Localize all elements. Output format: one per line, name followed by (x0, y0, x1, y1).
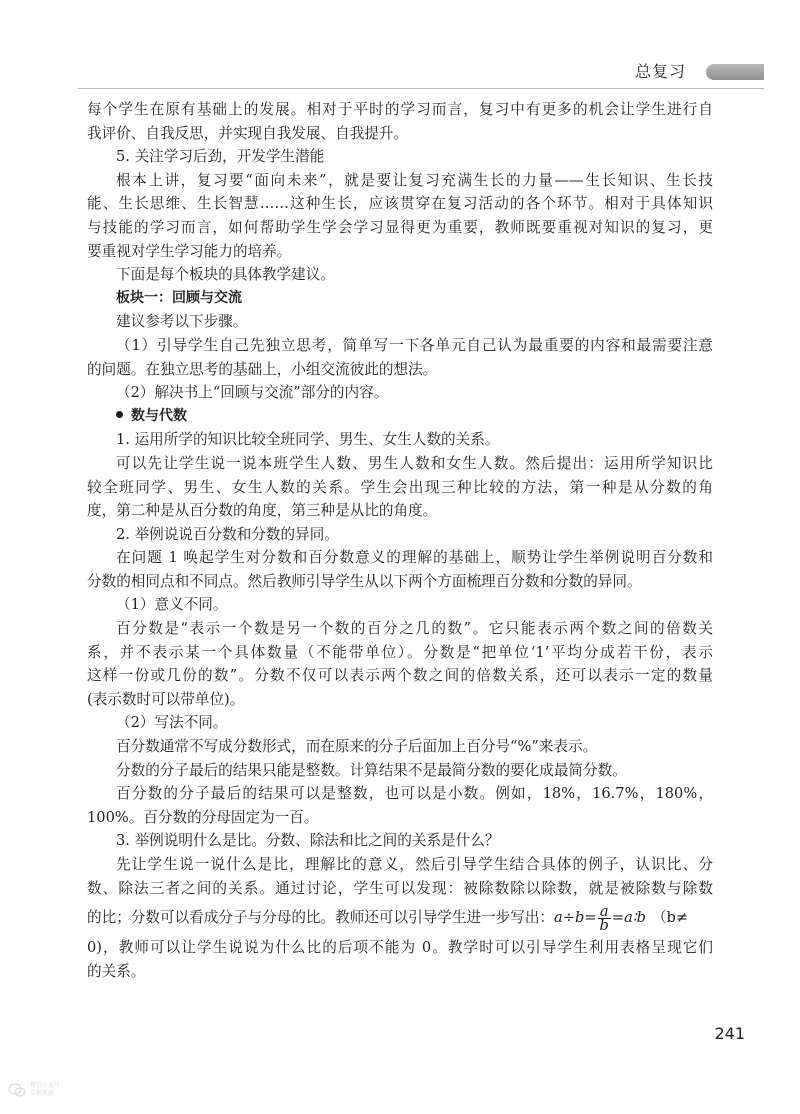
text-line: 与技能的学习而言，如何帮助学生学会学习显得更为重要，教师既要重视对知识的复习，更 (87, 218, 713, 236)
text-line: 较全班同学、男生、女生人数的关系。学生会出现三种比较的方法，第一种是从分数的角 (87, 478, 713, 496)
bullet-dot-icon (116, 411, 123, 418)
text-line: 下面是每个板块的具体教学建议。 (116, 266, 335, 284)
formula-suffix: （b≠ (651, 909, 689, 927)
fraction-numerator: a (598, 905, 611, 919)
question-heading: 1. 运用所学的知识比较全班同学、男生、女生人数的关系。 (116, 431, 500, 449)
text-line: 根本上讲，复习要“面向未来”，就是要让复习充满生长的力量——生长知识、生长技 (116, 171, 713, 189)
text-line: 百分数是“表示一个数是另一个数的百分之几的数”。它只能表示两个数之间的倍数关 (116, 620, 713, 638)
question-heading: 3. 举例说明什么是比。分数、除法和比之间的关系是什么？ (116, 832, 500, 850)
bullet-heading-label: 数与代数 (131, 407, 187, 424)
text-line: 的问题。在独立思考的基础上，小组交流彼此的想法。 (87, 360, 438, 378)
section-heading: 5. 关注学习后劲，开发学生潜能 (116, 148, 325, 166)
text-line: 每个学生在原有基础上的发展。相对于平时的学习而言，复习中有更多的机会让学生进行自 (87, 101, 713, 118)
formula-prefix: 的比；分数可以看成分子与分母的比。教师还可以引导学生进一步写出： (87, 909, 555, 927)
text-line: 能、生长思维、生长智慧……这种生长，应该贯穿在复习活动的各个环节。相对于具体知识 (87, 195, 713, 213)
text-line: 度，第二种是从百分数的角度，第三种是从比的角度。 (87, 502, 438, 520)
formula-lhs: a÷b= (554, 909, 597, 927)
text-line: （1）引导学生自己先独立思考，简单写一下各单元自己认为最重要的内容和最需要注意 (116, 336, 713, 354)
watermark-line1: 微信公众号 (30, 1082, 61, 1089)
text-line: 要重视对学生学习能力的培养。 (87, 242, 292, 260)
wechat-icon (8, 1082, 26, 1098)
formula-line (87, 900, 713, 936)
bullet-heading (87, 405, 713, 429)
body-text (87, 98, 713, 983)
text-line: 建议参考以下步骤。 (116, 313, 248, 331)
text-line: 系，并不表示某一个具体数量（不能带单位）。分数是“把单位‘1’平均分成若干份，表示 (87, 643, 713, 661)
text-line: 数、除法三者之间的关系。通过讨论，学生可以发现：被除数除以除数，就是被除数与除数 (87, 879, 713, 897)
text-line: 0)，教师可以让学生说说为什么比的后项不能为 0。教学时可以引导学生利用表格呈现它们 (87, 939, 713, 957)
text-line: 在问题 1 唤起学生对分数和百分数意义的理解的基础上，顺势让学生举例说明百分数和 (116, 549, 713, 567)
text-line: 分数的相同点和不同点。然后教师引导学生从以下两个方面梳理百分数和分数的异同。 (87, 572, 642, 590)
sub-heading: （2）写法不同。 (116, 714, 228, 732)
text-line: 这样一份或几份的数”。分数不仅可以表示两个数之间的倍数关系，还可以表示一定的数量 (87, 667, 713, 685)
text-line: (表示数时可以带单位)。 (87, 690, 245, 708)
watermark (8, 1078, 68, 1106)
text-line: （2）解决书上“回顾与交流”部分的内容。 (116, 384, 389, 402)
header-rule (78, 88, 764, 89)
text-line: 我评价、自我反思，并实现自我发展、自我提升。 (87, 124, 409, 142)
text-line: 可以先让学生说一说本班学生人数、男生人数和女生人数。然后提出：运用所学知识比 (116, 454, 713, 472)
page-header-title: 总复习 (635, 62, 687, 81)
text-line: 百分数的分子最后的结果可以是整数，也可以是小数。例如，18%，16.7%，180%， (116, 785, 713, 803)
header-decor-bar (706, 64, 764, 80)
text-line: 100%。百分数的分母固定为一百。 (87, 808, 319, 826)
text-line: 的关系。 (87, 962, 146, 980)
text-line: 分数的分子最后的结果只能是整数。计算结果不是最简分数的要化成最简分数。 (116, 761, 627, 779)
watermark-line2: 草根教研 (30, 1090, 55, 1097)
question-heading: 2. 举例说说百分数和分数的异同。 (116, 525, 339, 543)
formula-rhs: =a∶b (611, 909, 646, 927)
fraction-denominator: b (599, 916, 609, 934)
text-line: 百分数通常不写成分数形式，而在原来的分子后面加上百分号“%”来表示。 (116, 738, 598, 756)
page-number: 241 (714, 1024, 745, 1043)
block-heading: 板块一：回顾与交流 (116, 289, 242, 306)
fraction (598, 902, 611, 934)
sub-heading: （1）意义不同。 (116, 596, 228, 614)
text-line: 先让学生说一说什么是比，理解比的意义，然后引导学生结合具体的例子，认识比、分 (116, 856, 713, 873)
